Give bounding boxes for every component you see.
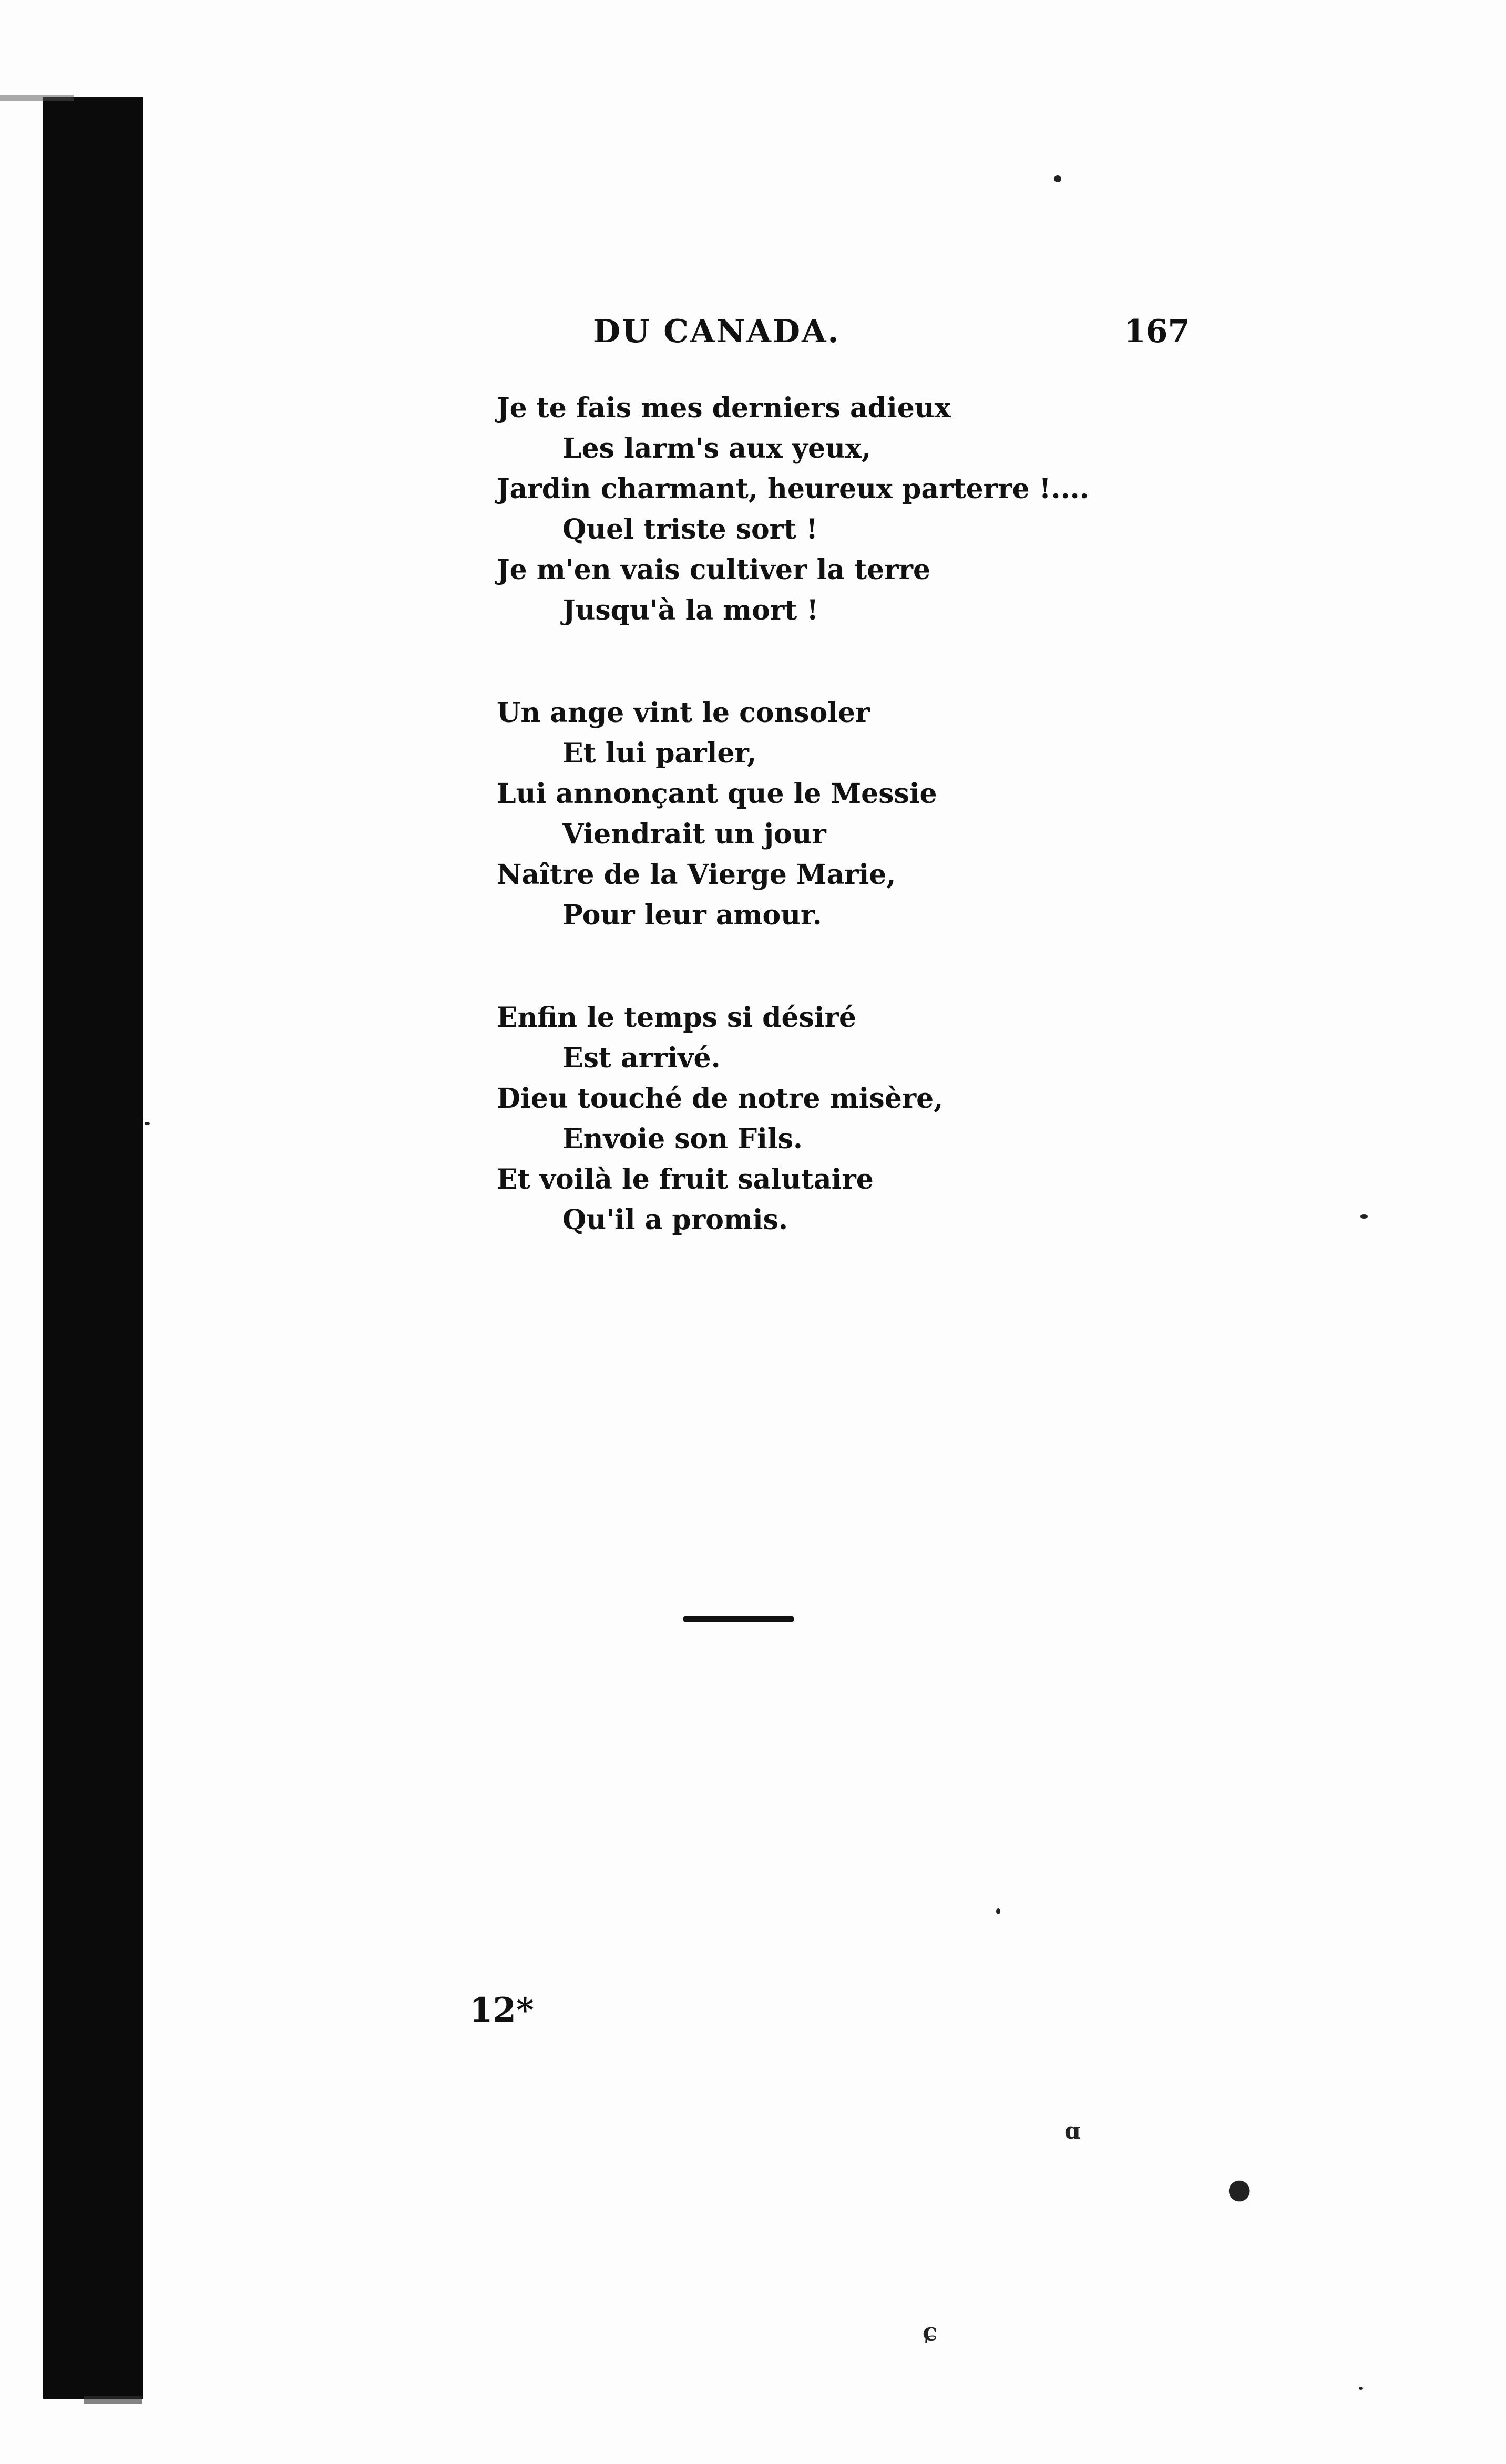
verse-line: Envoie son Fils. [562, 1123, 803, 1155]
scan-speck [145, 1122, 150, 1125]
binding-edge-bottom [84, 2396, 142, 2404]
verse-line: Viendrait un jour [562, 818, 826, 850]
verse-line: Pour leur amour. [562, 899, 822, 931]
running-head: DU CANADA. [593, 313, 841, 350]
binding-edge-top [0, 95, 74, 101]
stanza-3 [497, 997, 943, 1240]
verse-line: Lui annonçant que le Messie [497, 778, 937, 810]
end-rule [683, 1616, 794, 1622]
verse-line: Et lui parler, [562, 737, 757, 769]
ink-blot: ● [1227, 2173, 1252, 2205]
verse-line: Je m'en vais cultiver la terre [497, 554, 931, 586]
verse-line: Est arrivé. [562, 1042, 721, 1074]
ink-blot: ɕ [923, 2317, 938, 2346]
verse-line: Et voilà le fruit salutaire [497, 1163, 874, 1195]
verse-line: Qu'il a promis. [562, 1204, 788, 1236]
page-number: 167 [1124, 313, 1190, 350]
scan-speck [996, 1908, 1000, 1914]
scan-speck [1359, 2387, 1363, 2390]
verse-line: Quel triste sort ! [562, 513, 818, 545]
verse-line: Les larm's aux yeux, [562, 432, 872, 465]
scan-speck [1054, 175, 1061, 182]
verse-line: Un ange vint le consoler [497, 697, 870, 729]
signature-mark: 12* [469, 1991, 534, 2030]
verse-line: Je te fais mes derniers adieux [497, 392, 951, 424]
stanza-1 [497, 388, 1089, 631]
verse-line: Jardin charmant, heureux parterre !.... [497, 473, 1089, 505]
binding-shadow [43, 97, 143, 2399]
verse-line: Naître de la Vierge Marie, [497, 859, 896, 891]
verse-line: Enfin le temps si désiré [497, 1002, 857, 1034]
verse-line: Dieu touché de notre misère, [497, 1082, 944, 1115]
stanza-2 [497, 693, 937, 935]
ink-blot: ɑ [1064, 2118, 1081, 2145]
verse-line: Jusqu'à la mort ! [562, 594, 819, 626]
scan-speck [1360, 1214, 1368, 1219]
